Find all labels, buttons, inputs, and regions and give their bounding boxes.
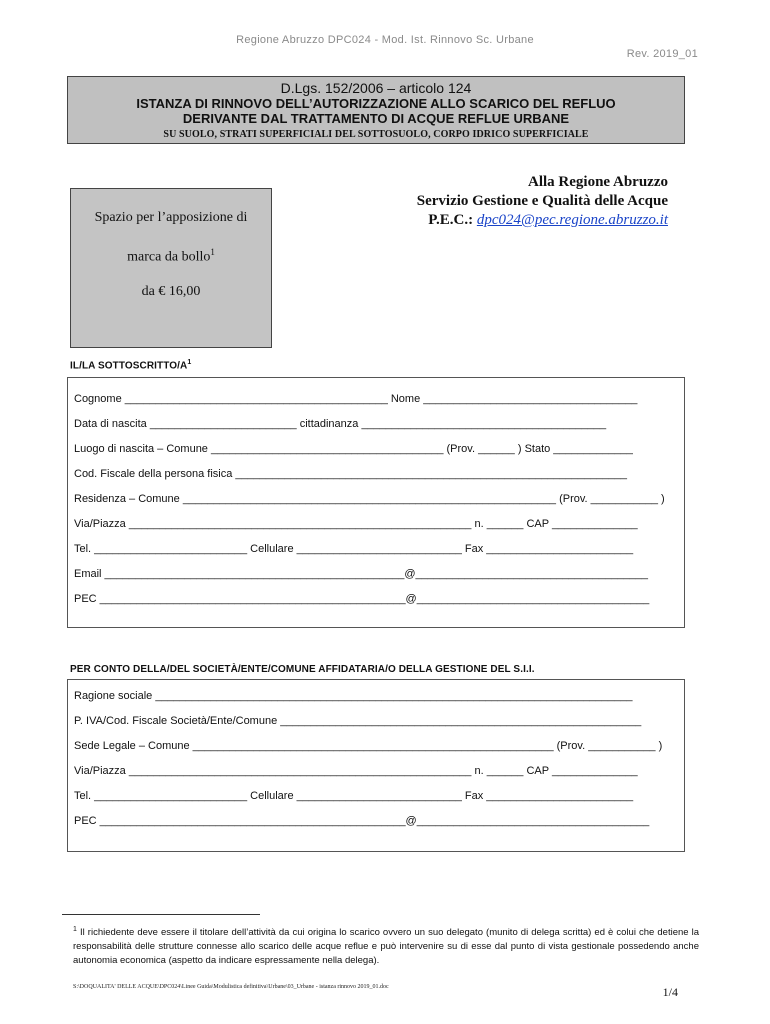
field-data-nascita-cittadinanza[interactable]: Data di nascita ________________________ cittadinanza ________________________________________ xyxy=(74,418,607,430)
field-pec[interactable]: PEC __________________________________________________@______________________________________ xyxy=(74,593,650,605)
field-ragione-sociale[interactable]: Ragione sociale ______________________________________________________________________________ xyxy=(74,690,633,702)
section-applicant-heading: IL/LA SOTTOSCRITTO/$A^1$ xyxy=(70,359,192,372)
field-codice-fiscale[interactable]: Cod. Fiscale della persona fisica ________________________________________________________________ xyxy=(74,468,627,480)
header-document-code: Regione Abruzzo DPC024 - Mod. Ist. Rinnovo Sc. Urbane xyxy=(236,34,534,46)
field-sede-legale[interactable]: Sede Legale – Comune ___________________________________________________________ (Prov. ___________ ) xyxy=(74,740,663,752)
title-law-reference: D.Lgs. 152/2006 – articolo 124 xyxy=(280,80,472,96)
applicant-form-box xyxy=(67,377,685,628)
page-number: 1/4 xyxy=(662,985,678,999)
revenue-stamp-box xyxy=(70,188,272,348)
header-revision: Rev. 2019_01 xyxy=(626,48,698,60)
stamp-box-line1: Spazio per l’apposizione di xyxy=(94,210,248,225)
recipient-pec-label: P.E.C.: xyxy=(428,212,474,228)
field-pec-company[interactable]: PEC __________________________________________________@______________________________________ xyxy=(74,815,650,827)
recipient-address xyxy=(417,173,668,230)
footnote-ref: 1 xyxy=(187,359,192,366)
recipient-pec xyxy=(417,211,668,230)
recipient-pec-link[interactable]: dpc024@pec.regione.abruzzo.it xyxy=(476,212,668,228)
stamp-box-line2: marca da bollo$^1$ xyxy=(127,247,215,265)
title-main-line1: ISTANZA DI RINNOVO DELL’AUTORIZZAZIONE ALLO SCARICO DEL REFLUO xyxy=(136,96,616,111)
field-partita-iva[interactable]: P. IVA/Cod. Fiscale Società/Ente/Comune ___________________________________________________________ xyxy=(74,715,642,727)
title-main-line2: DERIVANTE DAL TRATTAMENTO DI ACQUE REFLUE URBANE xyxy=(182,111,570,126)
field-residenza[interactable]: Residenza – Comune _____________________________________________________________ (Prov. ___________ ) xyxy=(74,493,665,505)
field-luogo-nascita[interactable]: Luogo di nascita – Comune ______________________________________ (Prov. ______ ) Stato _____________ xyxy=(74,443,633,455)
field-telefono[interactable]: Tel. _________________________ Cellulare ___________________________ Fax ________________________ xyxy=(74,543,634,555)
footnote-divider xyxy=(62,914,260,915)
field-cognome-nome[interactable]: Cognome ___________________________________________ Nome ___________________________________ xyxy=(74,393,638,405)
field-via-piazza[interactable]: Via/Piazza ________________________________________________________ n. ______ CAP ______________ xyxy=(74,518,638,530)
field-email[interactable]: Email _________________________________________________@______________________________________ xyxy=(74,568,648,580)
company-form-box xyxy=(67,679,685,852)
recipient-line2: Servizio Gestione e Qualità delle Acque xyxy=(416,193,668,209)
title-subtitle: SU SUOLO, STRATI SUPERFICIALI DEL SOTTOSUOLO, CORPO IDRICO SUPERFICIALE xyxy=(163,129,589,140)
field-telefono-company[interactable]: Tel. _________________________ Cellulare ___________________________ Fax ________________________ xyxy=(74,790,634,802)
footnote-ref: 1 xyxy=(210,247,215,257)
title-box xyxy=(67,76,685,144)
footer-file-path: S:\DOQUALITA' DELLE ACQUE\DPC024\Linee Guida\Modulistica definitiva\Urbane\03_Urbane - istanza rinnovo 2019_01.doc xyxy=(73,984,389,990)
footnote-text: $^1$ Il richiedente deve essere il titolare dell’attività da cui origina lo scarico ovvero un suo delegato (munito di delega scritta) ed è colui che detiene la responsabilità delle strutture connesse allo scarico delle acque reflue e può intervenire su di esse dal punto di vista gestionale possedendo anche autonomia economica (aspetto da indicare espressamente nella delega). xyxy=(73,926,700,967)
stamp-box-line3: da € 16,00 xyxy=(141,283,201,299)
field-via-piazza-company[interactable]: Via/Piazza ________________________________________________________ n. ______ CAP ______________ xyxy=(74,765,638,777)
footnote-mark: 1 xyxy=(73,926,77,933)
section-company-heading: PER CONTO DELLA/DEL SOCIETÀ/ENTE/COMUNE AFFIDATARIA/O DELLA GESTIONE DEL S.I.I. xyxy=(70,664,535,675)
recipient-line1: Alla Regione Abruzzo xyxy=(528,174,668,190)
